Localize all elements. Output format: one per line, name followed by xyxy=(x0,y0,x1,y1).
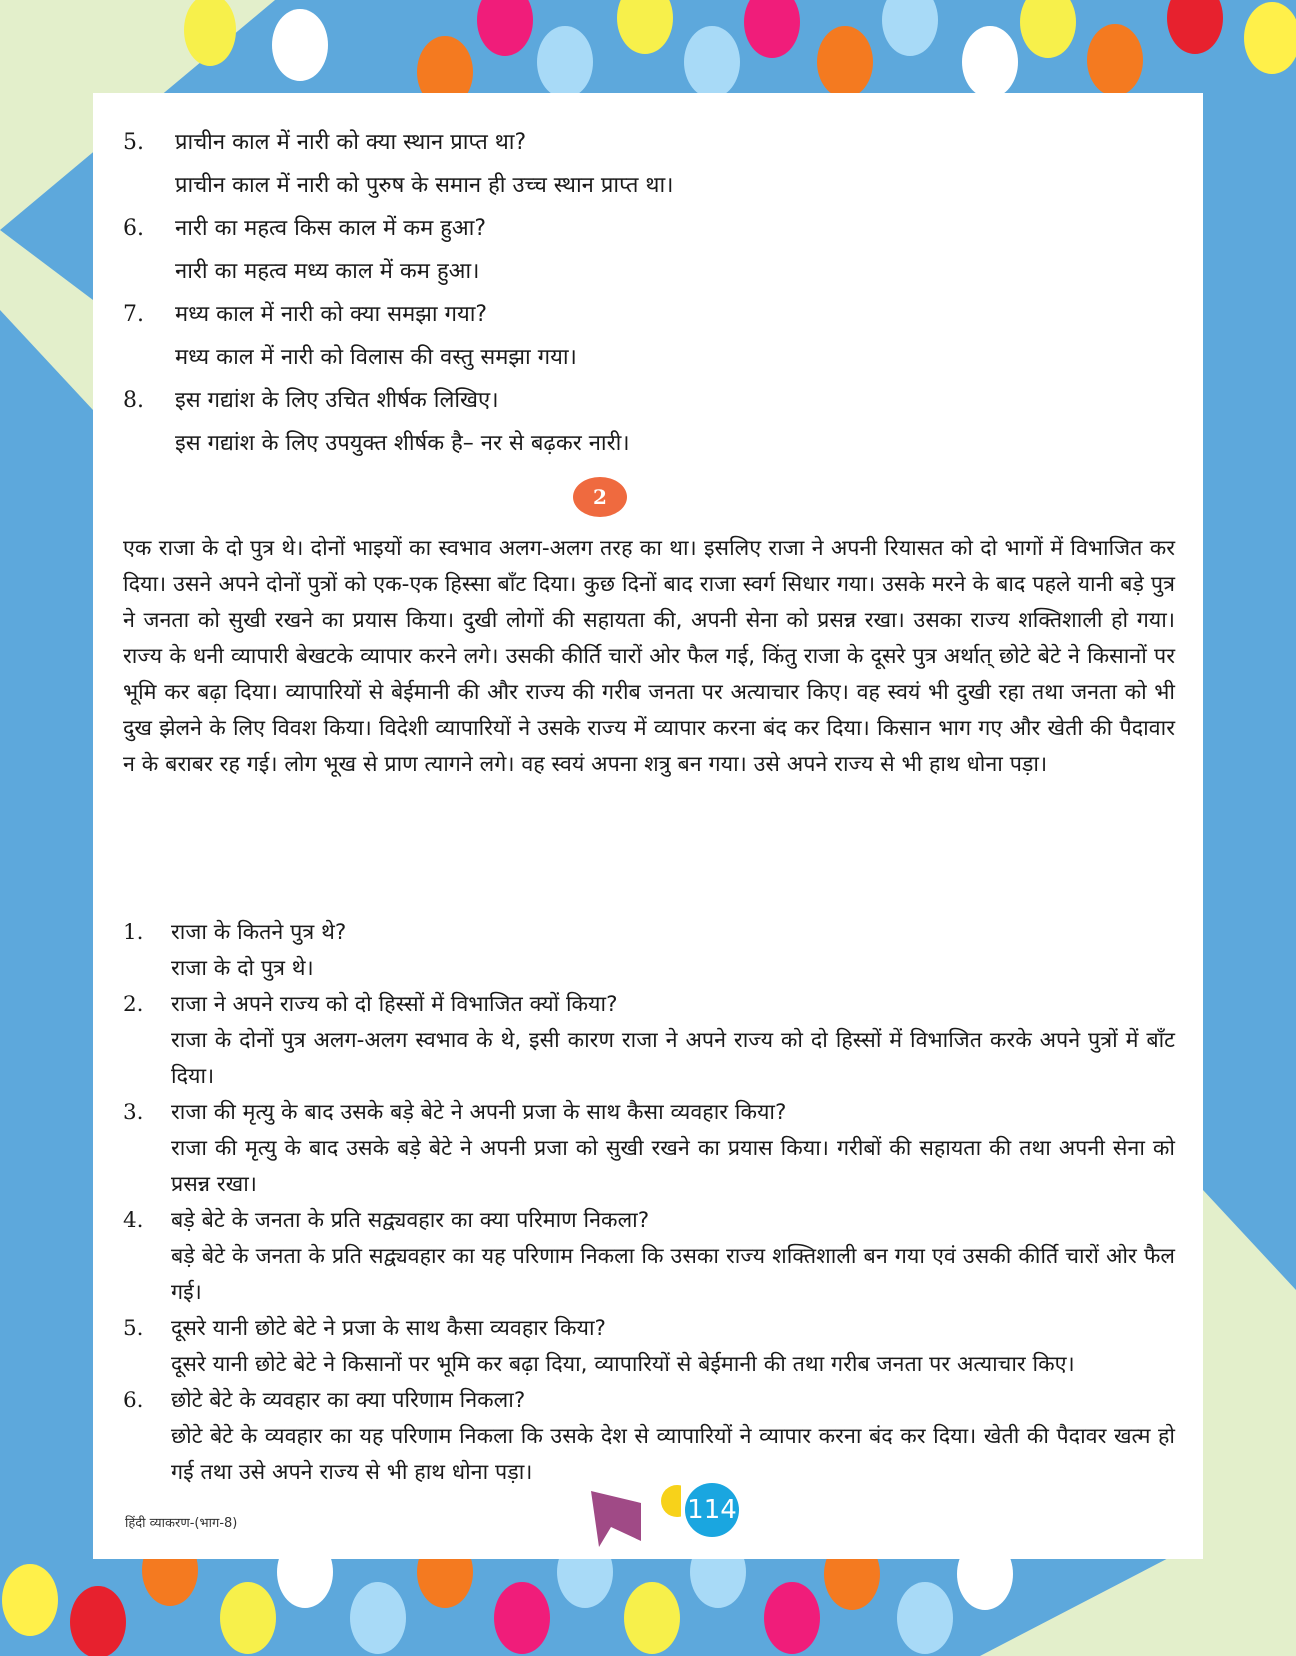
answer-text: इस गद्यांश के लिए उपयुक्त शीर्षक है– नर से बढ़कर नारी। xyxy=(175,431,630,456)
question-text: छोटे बेटे के व्यवहार का क्या परिणाम निकला? xyxy=(171,1388,526,1413)
qa-item xyxy=(123,915,1175,987)
answer-text: बड़े बेटे के जनता के प्रति सद्व्यवहार का यह परिणाम निकला कि उसका राज्य शक्तिशाली बन गया एवं उसकी कीर्ति चारों ओर फैल गई। xyxy=(171,1244,1175,1305)
question-number: 5. xyxy=(123,1316,144,1341)
question-text: नारी का महत्व किस काल में कम हुआ? xyxy=(175,216,487,241)
qa-item xyxy=(123,1383,1175,1491)
question-text: राजा के कितने पुत्र थे? xyxy=(171,920,347,945)
qa-item xyxy=(123,207,1123,293)
answer-text: राजा की मृत्यु के बाद उसके बड़े बेटे ने अपनी प्रजा को सुखी रखने का प्रयास किया। गरीबों की सहायता की तथा अपनी सेना को प्रसन्न रखा। xyxy=(171,1136,1175,1197)
answer-text: छोटे बेटे के व्यवहार का यह परिणाम निकला कि उसके देश से व्यापारियों ने व्यापार करना बंद कर दिया। खेती की पैदावर खत्म हो गई तथा उसे अपने राज्य से भी हाथ धोना पड़ा। xyxy=(171,1424,1175,1485)
answer-text: मध्य काल में नारी को विलास की वस्तु समझा गया। xyxy=(175,345,577,370)
question-text: दूसरे यानी छोटे बेटे ने प्रजा के साथ कैसा व्यवहार किया? xyxy=(171,1316,606,1341)
content-page xyxy=(93,93,1203,1559)
question-number: 2. xyxy=(123,992,144,1017)
answer-text: दूसरे यानी छोटे बेटे ने किसानों पर भूमि कर बढ़ा दिया, व्यापारियों से बेईमानी की तथा गरीब जनता पर अत्याचार किए। xyxy=(171,1352,1075,1377)
qa-item xyxy=(123,1095,1175,1203)
answer-text: प्राचीन काल में नारी को पुरुष के समान ही उच्च स्थान प्राप्त था। xyxy=(175,173,674,198)
question-number: 7. xyxy=(123,302,144,327)
question-text: राजा ने अपने राज्य को दो हिस्सों में विभाजित क्यों किया? xyxy=(171,992,618,1017)
book-title-footer: हिंदी व्याकरण-(भाग-8) xyxy=(125,1516,238,1531)
question-number: 4. xyxy=(123,1208,144,1233)
qa-item xyxy=(123,121,1123,207)
qa-item xyxy=(123,1203,1175,1311)
question-number: 1. xyxy=(123,920,144,945)
qa-section-2 xyxy=(123,915,1175,1491)
question-number: 6. xyxy=(123,1388,144,1413)
qa-item xyxy=(123,1311,1175,1383)
question-text: प्राचीन काल में नारी को क्या स्थान प्राप्त था? xyxy=(175,130,527,155)
passage-paragraph: एक राजा के दो पुत्र थे। दोनों भाइयों का स्वभाव अलग-अलग तरह का था। इसलिए राजा ने अपनी रियासत को दो भागों में विभाजित कर दिया। उसने अपने दोनों पुत्रों को एक-एक हिस्सा बाँट दिया। कुछ दिनों बाद राजा स्वर्ग सिधार गया। उसके मरने के बाद पहले यानी बड़े पुत्र ने जनता को सुखी रखने का प्रयास किया। दुखी लोगों की सहायता की, अपनी सेना को प्रसन्न रखा। उसका राज्य शक्तिशाली हो गया। राज्य के धनी व्यापारी बेखटके व्यापार करने लगे। उसकी कीर्ति चारों ओर फैल गई, किंतु राजा के दूसरे पुत्र अर्थात् छोटे बेटे ने किसानों पर भूमि कर बढ़ा दिया। व्यापारियों से बेईमानी की और राज्य की गरीब जनता पर अत्याचार किए। वह स्वयं भी दुखी रहा तथा जनता को भी दुख झेलने के लिए विवश किया। विदेशी व्यापारियों ने उसके राज्य में व्यापार करना बंद कर दिया। किसान भाग गए और खेती की पैदावार न के बराबर रह गई। लोग भूख से प्राण त्यागने लगे। वह स्वयं अपना शत्रु बन गया। उसे अपने राज्य से भी हाथ धोना पड़ा। xyxy=(123,536,1175,777)
qa-item xyxy=(123,987,1175,1095)
question-text: राजा की मृत्यु के बाद उसके बड़े बेटे ने अपनी प्रजा के साथ कैसा व्यवहार किया? xyxy=(171,1100,787,1125)
page-ribbon-icon xyxy=(581,1483,681,1547)
page-number: 114 xyxy=(685,1483,739,1537)
qa-section-1 xyxy=(123,121,1123,465)
question-text: मध्य काल में नारी को क्या समझा गया? xyxy=(175,302,488,327)
question-number: 6. xyxy=(123,216,144,241)
qa-item xyxy=(123,379,1123,465)
question-text: इस गद्यांश के लिए उचित शीर्षक लिखिए। xyxy=(175,388,499,413)
answer-text: राजा के दो पुत्र थे। xyxy=(171,956,314,981)
qa-item xyxy=(123,293,1123,379)
section-number-badge: 2 xyxy=(573,477,627,517)
question-number: 8. xyxy=(123,388,144,413)
answer-text: राजा के दोनों पुत्र अलग-अलग स्वभाव के थे, इसी कारण राजा ने अपने राज्य को दो हिस्सों में विभाजित करके अपने पुत्रों में बाँट दिया। xyxy=(171,1028,1175,1089)
question-number: 3. xyxy=(123,1100,144,1125)
question-number: 5. xyxy=(123,130,144,155)
answer-text: नारी का महत्व मध्य काल में कम हुआ। xyxy=(175,259,480,284)
question-text: बड़े बेटे के जनता के प्रति सद्व्यवहार का क्या परिमाण निकला? xyxy=(171,1208,650,1233)
